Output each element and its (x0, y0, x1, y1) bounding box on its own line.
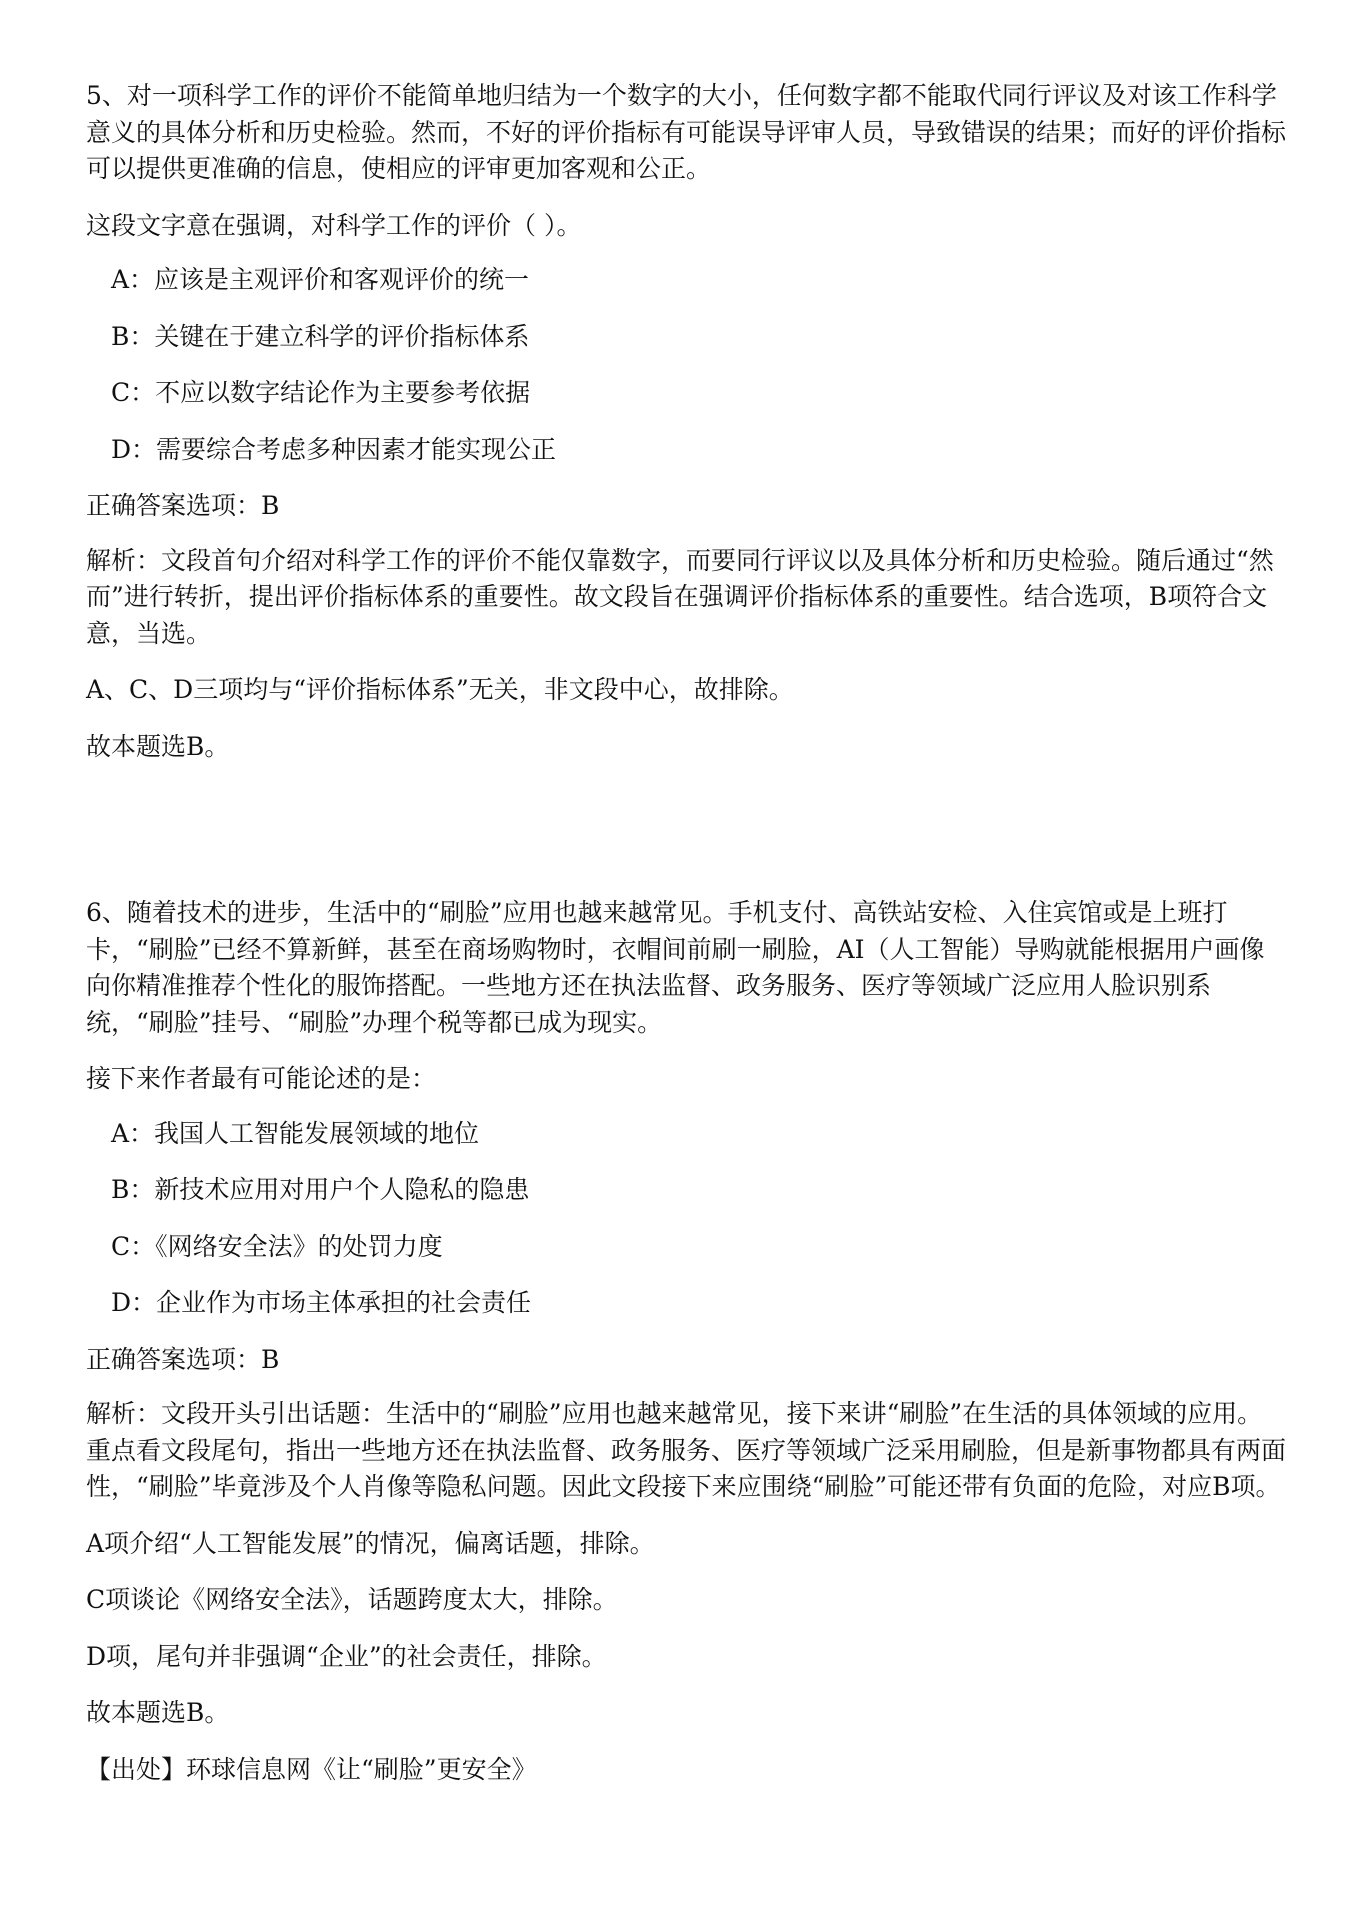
analysis-note-c: C项谈论《网络安全法》，话题跨度太大，排除。 (86, 1585, 618, 1614)
question-stem: 5、对一项科学工作的评价不能简单地归结为一个数字的大小，任何数字都不能取代同行评议及对该工作科学意义的具体分析和历史检验。然而，不好的评价指标有可能误导评审人员，导致错误的结果；而好的评价指标可以提供更准确的信息，使相应的评审更加客观和公正。 (86, 81, 1287, 183)
analysis-note-d: D项，尾句并非强调“企业”的社会责任，排除。 (86, 1641, 607, 1671)
option-a: A：应该是主观评价和客观评价的统一 (111, 265, 530, 294)
option-c: C：《网络安全法》的处罚力度 (111, 1231, 443, 1261)
correct-answer: 正确答案选项：B (86, 491, 280, 520)
source-citation: 【出处】环球信息网《让“刷脸”更安全》 (86, 1754, 537, 1784)
option-c: C：不应以数字结论作为主要参考依据 (111, 378, 531, 407)
analysis-note: A、C、D三项均与“评价指标体系”无关，非文段中心，故排除。 (86, 675, 794, 704)
option-b: B：关键在于建立科学的评价指标体系 (111, 321, 530, 351)
analysis-note-a: A项介绍“人工智能发展”的情况，偏离话题，排除。 (86, 1528, 655, 1558)
document-page (86, 78, 1286, 1808)
analysis-text: 解析：文段开头引出话题：生活中的“刷脸”应用也越来越常见，接下来讲“刷脸”在生活的具体领域的应用。重点看文段尾句，指出一些地方还在执法监督、政务服务、医疗等领域广泛采用刷脸，但是新事物都具有两面性，“刷脸”毕竟涉及个人肖像等隐私问题。因此文段接下来应围绕“刷脸”可能还带有负面的危险，对应B项。 (86, 1399, 1287, 1501)
option-a: A：我国人工智能发展领域的地位 (111, 1118, 480, 1148)
question-6 (86, 895, 1286, 1788)
question-stem: 6、随着技术的进步，生活中的“刷脸”应用也越来越常见。手机支付、高铁站安检、入住宾馆或是上班打卡，“刷脸”已经不算新鲜，甚至在商场购物时，衣帽间前刷一刷脸，AI（人工智能）导购就能根据用户画像向你精准推荐个性化的服饰搭配。一些地方还在执法监督、政务服务、医疗等领域广泛应用人脸识别系统，“刷脸”挂号、“刷脸”办理个税等都已成为现实。 (86, 898, 1265, 1037)
option-b: B：新技术应用对用户个人隐私的隐患 (111, 1175, 530, 1204)
conclusion: 故本题选B。 (86, 731, 230, 761)
question-prompt: 这段文字意在强调，对科学工作的评价（ ）。 (86, 210, 582, 240)
option-d: D：企业作为市场主体承担的社会责任 (111, 1288, 532, 1317)
question-prompt: 接下来作者最有可能论述的是： (86, 1064, 437, 1093)
analysis-text: 解析：文段首句介绍对科学工作的评价不能仅靠数字，而要同行评议以及具体分析和历史检验。随后通过“然而”进行转折，提出评价指标体系的重要性。故文段旨在强调评价指标体系的重要性。结合选项，B项符合文意，当选。 (86, 545, 1274, 648)
conclusion: 故本题选B。 (86, 1698, 230, 1727)
correct-answer: 正确答案选项：B (86, 1344, 280, 1374)
question-5 (86, 78, 1286, 765)
option-d: D：需要综合考虑多种因素才能实现公正 (111, 434, 557, 464)
section-gap (86, 785, 1286, 895)
